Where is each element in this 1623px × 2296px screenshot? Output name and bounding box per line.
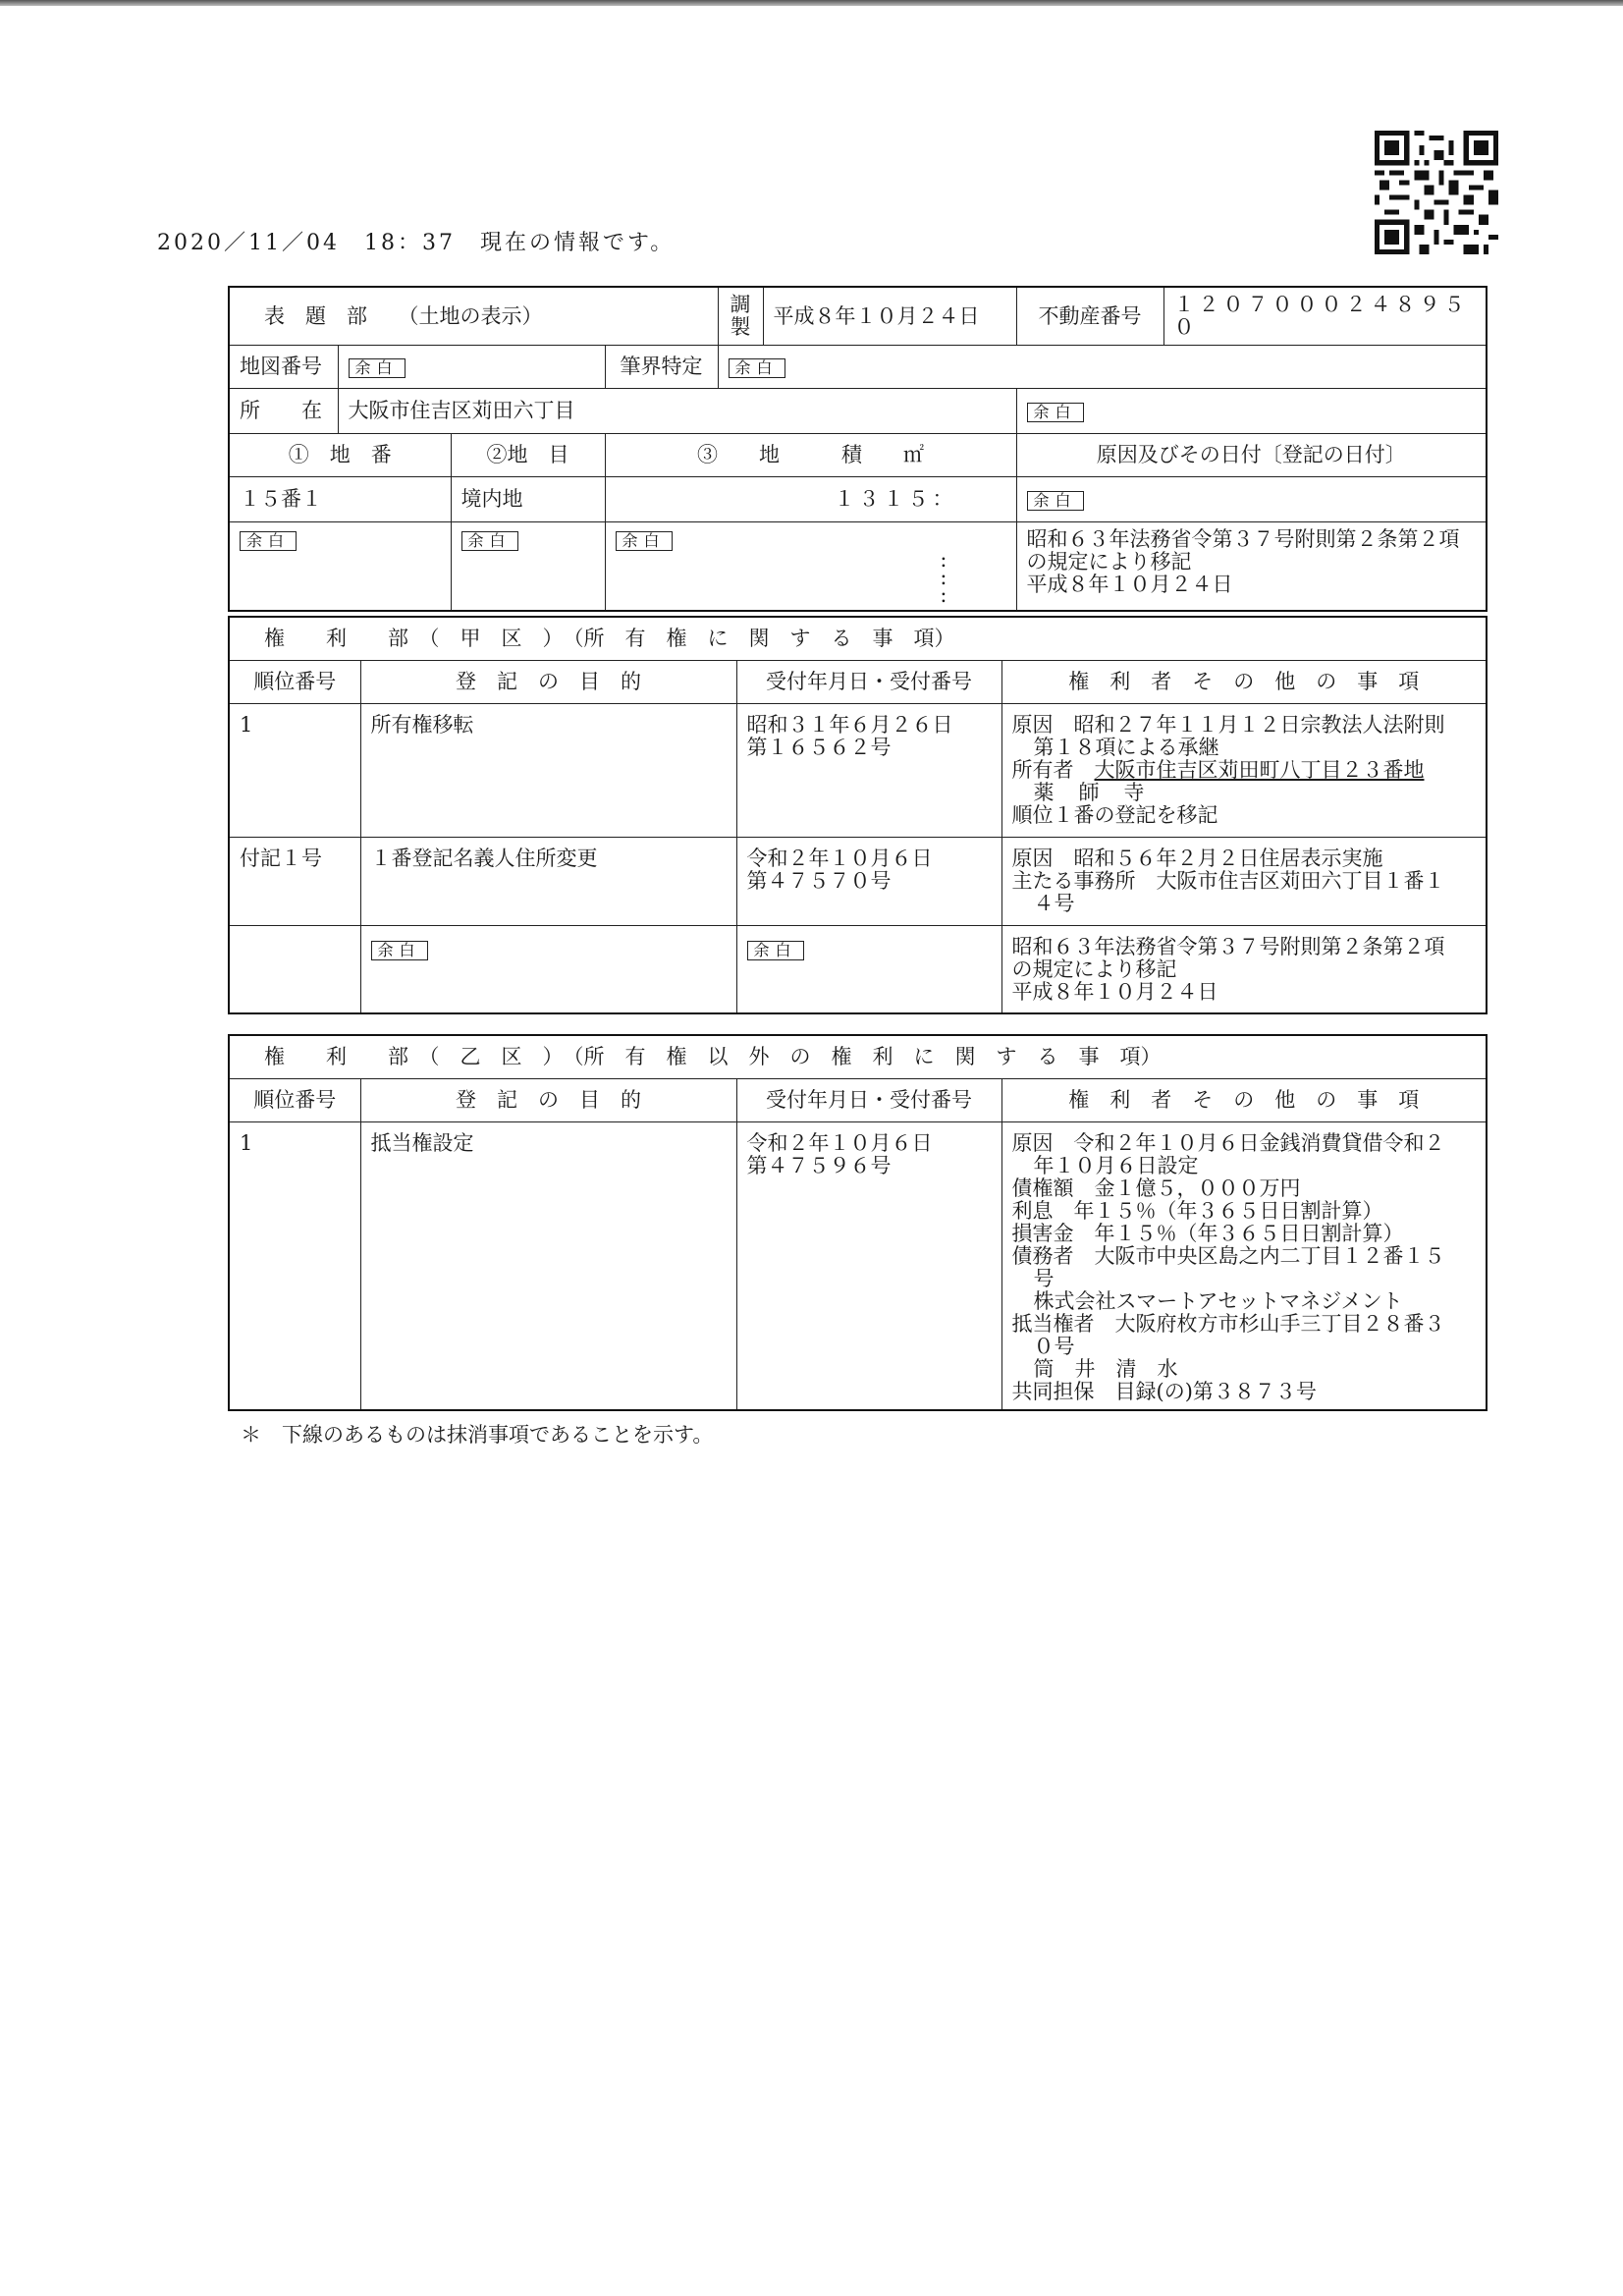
chizu-label: 地図番号 xyxy=(229,346,338,389)
e2-kenrisha xyxy=(1001,837,1487,925)
scan-edge xyxy=(0,0,1623,6)
row2-chiseki xyxy=(605,522,1016,612)
e2-uketsuke xyxy=(736,837,1001,925)
e1-uketsuke xyxy=(736,703,1001,837)
e3-mokuteki xyxy=(360,925,736,1013)
yohaku-mark: 余白 xyxy=(616,531,673,551)
uketsuke-date: 令和２年１０月６日 xyxy=(746,1130,933,1155)
kou-table xyxy=(228,616,1488,1014)
e1-mokuteki: 所有権移転 xyxy=(360,703,736,837)
e3-uketsuke xyxy=(736,925,1001,1013)
timestamp: 2020／11／04 18：37 現在の情報です。 xyxy=(157,231,676,255)
kenrisha-line: 抵当権者 大阪府枚方市杉山手三丁目２８番３ xyxy=(1011,1311,1445,1336)
genin-line: 平成８年１０月２４日 xyxy=(1011,979,1218,1004)
kenrisha-line: 共同担保 目録(の)第３８７３号 xyxy=(1011,1379,1317,1403)
yohaku-mark: 余白 xyxy=(371,941,428,960)
kenrisha-line: 筒 井 清 水 xyxy=(1033,1356,1178,1381)
yohaku-mark: 余白 xyxy=(729,358,785,378)
col-mokuteki: 登 記 の 目 的 xyxy=(360,660,736,703)
row2-chiban xyxy=(229,522,451,612)
row2-genin xyxy=(1016,522,1487,612)
shozai-label: 所 在 xyxy=(229,389,338,434)
chosei-value: 平成８年１０月２４日 xyxy=(763,287,1016,346)
genin-line: 原因 昭和２７年１１月１２日宗教法人法附則 xyxy=(1011,712,1445,737)
uketsuke-number: 第１６５６２号 xyxy=(746,735,892,759)
col-chiban: ① 地 番 xyxy=(229,434,451,477)
e1-juni: 1 xyxy=(229,1121,360,1410)
col-kenrisha: 権 利 者 そ の 他 の 事 項 xyxy=(1001,1078,1487,1121)
col-kenrisha: 権 利 者 そ の 他 の 事 項 xyxy=(1001,660,1487,703)
office-line: 主たる事務所 大阪市住吉区苅田六丁目１番１ xyxy=(1011,868,1445,893)
row1-chiseki: １３１５： xyxy=(605,477,1016,522)
e3-kenrisha xyxy=(1001,925,1487,1013)
chiseki-dots: : : : xyxy=(940,548,947,607)
kenrisha-line: ０号 xyxy=(1033,1334,1075,1358)
row1-chimoku: 境内地 xyxy=(451,477,605,522)
kenrisha-line: 損害金 年１５％（年３６５日日割計算） xyxy=(1011,1221,1404,1245)
kenrisha-line: 債権額 金１億５，０００万円 xyxy=(1011,1175,1301,1200)
e2-juni: 付記１号 xyxy=(229,837,360,925)
e1-kenrisha xyxy=(1001,703,1487,837)
kenrisha-line: 年１０月６日設定 xyxy=(1033,1153,1199,1177)
col-juni: 順位番号 xyxy=(229,1078,360,1121)
e1-kenrisha xyxy=(1001,1121,1487,1410)
col-uketsuke: 受付年月日・受付番号 xyxy=(736,660,1001,703)
e3-juni xyxy=(229,925,360,1013)
owner-address: 大阪市住吉区苅田町八丁目２３番地 xyxy=(1094,757,1425,782)
note-line: 順位１番の登記を移記 xyxy=(1011,802,1218,827)
kou-title: 権 利 部 （ 甲 区 ） （所 有 権 に 関 す る 事 項） xyxy=(229,617,1487,660)
row1-chiban: １５番１ xyxy=(229,477,451,522)
kenrisha-line: 債務者 大阪市中央区島之内二丁目１２番１５ xyxy=(1011,1243,1445,1268)
hyodai-table xyxy=(228,286,1488,612)
row2-chimoku xyxy=(451,522,605,612)
genin-line: の規定により移記 xyxy=(1011,957,1177,981)
genin-line: の規定により移記 xyxy=(1026,550,1192,574)
col-uketsuke: 受付年月日・受付番号 xyxy=(736,1078,1001,1121)
col-genin: 原因及びその日付〔登記の日付〕 xyxy=(1016,434,1487,477)
otsu-title: 権 利 部 （ 乙 区 ） （所 有 権 以 外 の 権 利 に 関 す る 事 項） xyxy=(229,1035,1487,1078)
yohaku-mark: 余白 xyxy=(747,941,804,960)
fudosan-value: １２０７０００２４８９５０ xyxy=(1163,287,1487,346)
uketsuke-date: 昭和３１年６月２６日 xyxy=(746,712,953,737)
col-juni: 順位番号 xyxy=(229,660,360,703)
uketsuke-number: 第４７５９６号 xyxy=(746,1153,892,1177)
hikkai-value xyxy=(718,346,1487,389)
col-mokuteki: 登 記 の 目 的 xyxy=(360,1078,736,1121)
uketsuke-number: 第４７５７０号 xyxy=(746,868,892,893)
yohaku-mark: 余白 xyxy=(1027,403,1084,422)
kenrisha-line: 株式会社スマートアセットマネジメント xyxy=(1033,1288,1403,1313)
genin-line: 第１８項による承継 xyxy=(1033,735,1219,759)
kenrisha-line: 原因 令和２年１０月６日金銭消費貸借令和２ xyxy=(1011,1130,1445,1155)
otsu-table xyxy=(228,1034,1488,1411)
owner-line xyxy=(1012,759,1477,782)
uketsuke-date: 令和２年１０月６日 xyxy=(746,846,933,870)
hikkai-label: 筆界特定 xyxy=(605,346,718,389)
shozai-value: 大阪市住吉区苅田六丁目 xyxy=(338,389,1016,434)
genin-line: 昭和６３年法務省令第３７号附則第２条第２項 xyxy=(1026,527,1460,551)
qr-code-icon xyxy=(1375,131,1498,254)
genin-line: 原因 昭和５６年２月２日住居表示実施 xyxy=(1011,846,1383,870)
shozai-genin xyxy=(1016,389,1487,434)
genin-line: 昭和６３年法務省令第３７号附則第２条第２項 xyxy=(1011,934,1445,958)
footnote: ＊ 下線のあるものは抹消事項であることを示す。 xyxy=(241,1423,714,1447)
kenrisha-line: 号 xyxy=(1033,1266,1055,1290)
hyodai-title: 表 題 部 （土地の表示） xyxy=(229,287,718,346)
owner-label: 所有者 xyxy=(1011,757,1095,782)
e1-juni: 1 xyxy=(229,703,360,837)
e1-mokuteki: 抵当権設定 xyxy=(360,1121,736,1410)
col-chiseki: ③ 地 積 ㎡ xyxy=(605,434,1016,477)
kenrisha-line: 利息 年１５％（年３６５日日割計算） xyxy=(1011,1198,1383,1223)
col-chimoku: ②地 目 xyxy=(451,434,605,477)
e1-uketsuke xyxy=(736,1121,1001,1410)
genin-line: 平成８年１０月２４日 xyxy=(1026,573,1233,596)
yohaku-mark: 余白 xyxy=(1027,491,1084,511)
yohaku-mark: 余白 xyxy=(461,531,518,551)
chizu-value xyxy=(338,346,605,389)
chosei-label: 調製 xyxy=(718,287,763,346)
row1-genin xyxy=(1016,477,1487,522)
owner-name: 薬 師 寺 xyxy=(1033,780,1147,804)
yohaku-mark: 余白 xyxy=(240,531,297,551)
yohaku-mark: 余白 xyxy=(349,358,406,378)
e2-mokuteki: １番登記名義人住所変更 xyxy=(360,837,736,925)
fudosan-label: 不動産番号 xyxy=(1016,287,1163,346)
office-line-cont: ４号 xyxy=(1033,891,1075,915)
